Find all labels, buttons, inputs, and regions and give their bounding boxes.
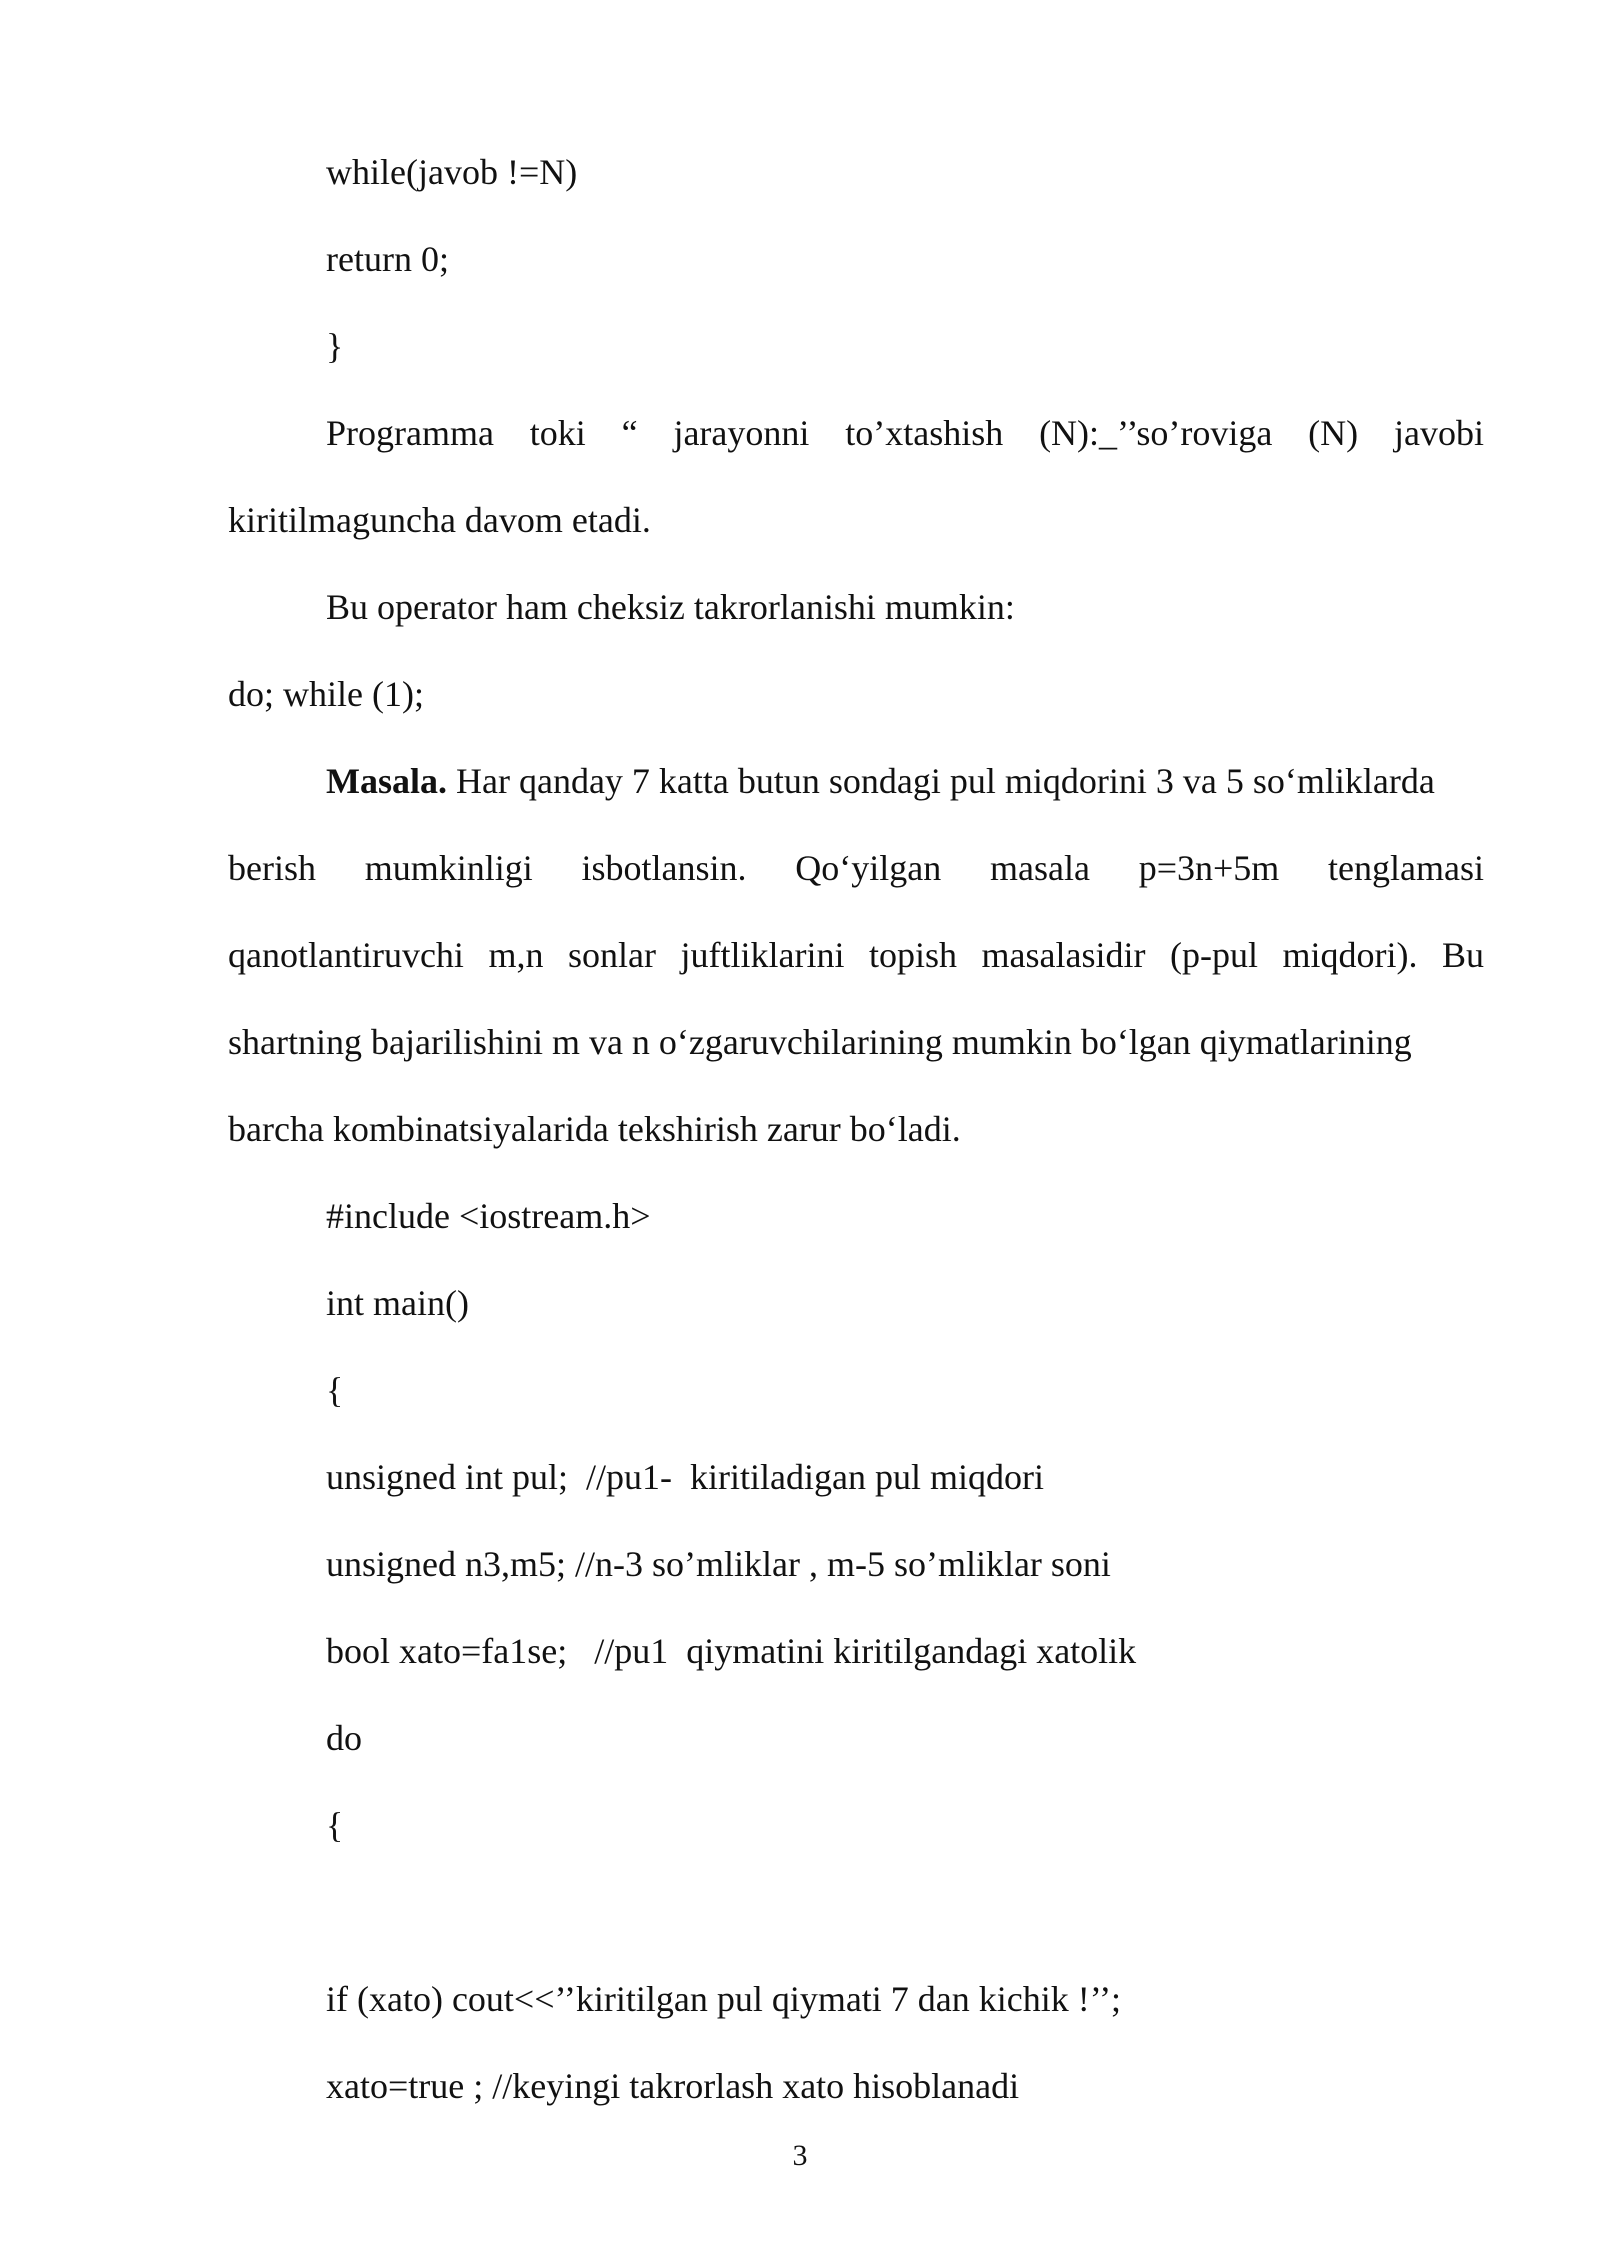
word: juftliklarini [680, 935, 845, 975]
word: (p-pul [1169, 935, 1258, 975]
code-line: #include <iostream.h> [326, 1196, 651, 1236]
word: masala [989, 848, 1090, 888]
masala-text: Har qanday 7 katta butun sondagi pul miqdorini 3 va 5 so‘mliklarda [447, 761, 1435, 801]
word: mumkinligi [364, 848, 533, 888]
masala-line [326, 759, 1484, 803]
word: qanotlantiruvchi [228, 935, 464, 975]
word: miqdori). [1282, 935, 1418, 975]
paragraph-line: barcha kombinatsiyalarida tekshirish zarur bo‘ladi. [228, 1109, 961, 1149]
word: (N):_’’so’roviga [1039, 413, 1273, 453]
word: to’xtashish [845, 413, 1004, 453]
code-line: if (xato) cout<<’’kiritilgan pul qiymati 7 dan kichik !’’; [326, 1979, 1122, 2019]
code-line: unsigned n3,m5; //n-3 so’mliklar , m-5 so’mliklar soni [326, 1544, 1111, 1584]
page-number: 3 [792, 2139, 808, 2172]
code-line: while(javob !=N) [326, 152, 578, 192]
paragraph-line: kiritilmaguncha davom etadi. [228, 500, 651, 540]
paragraph-line [228, 933, 1484, 977]
code-line: } [326, 326, 344, 366]
word: javobi [1393, 413, 1484, 453]
code-line: { [326, 1805, 344, 1845]
paragraph-line: shartning bajarilishini m va n o‘zgaruvchilarining mumkin bo‘lgan qiymatlarining [228, 1022, 1412, 1062]
code-line: xato=true ; //keyingi takrorlash xato hisoblanadi [326, 2066, 1020, 2106]
word: jarayonni [673, 413, 810, 453]
word: masalasidir [981, 935, 1146, 975]
word: p=3n+5m [1138, 848, 1280, 888]
code-line: { [326, 1370, 344, 1410]
word: sonlar [567, 935, 656, 975]
code-line: int main() [326, 1283, 469, 1323]
code-line: return 0; [326, 239, 449, 279]
code-line: do [326, 1718, 362, 1758]
word: m,n [488, 935, 544, 975]
word: “ [621, 413, 638, 453]
word: berish [228, 848, 316, 888]
word: isbotlansin. [581, 848, 747, 888]
word: Qo‘yilgan [795, 848, 942, 888]
word: Bu [1441, 935, 1484, 975]
masala-label: Masala. [326, 761, 447, 801]
paragraph-line [228, 846, 1484, 890]
paragraph-line: Bu operator ham cheksiz takrorlanishi mumkin: [326, 587, 1015, 627]
word: (N) [1308, 413, 1359, 453]
word: Programma [326, 413, 494, 453]
word: topish [868, 935, 957, 975]
code-line: unsigned int pul; //pu1- kiritiladigan pul miqdori [326, 1457, 1044, 1497]
word: toki [529, 413, 586, 453]
code-line: do; while (1); [228, 674, 424, 714]
code-line: bool xato=fa1se; //pu1 qiymatini kiritilgandagi xatolik [326, 1631, 1137, 1671]
paragraph-line [326, 411, 1484, 455]
word: tenglamasi [1328, 848, 1484, 888]
